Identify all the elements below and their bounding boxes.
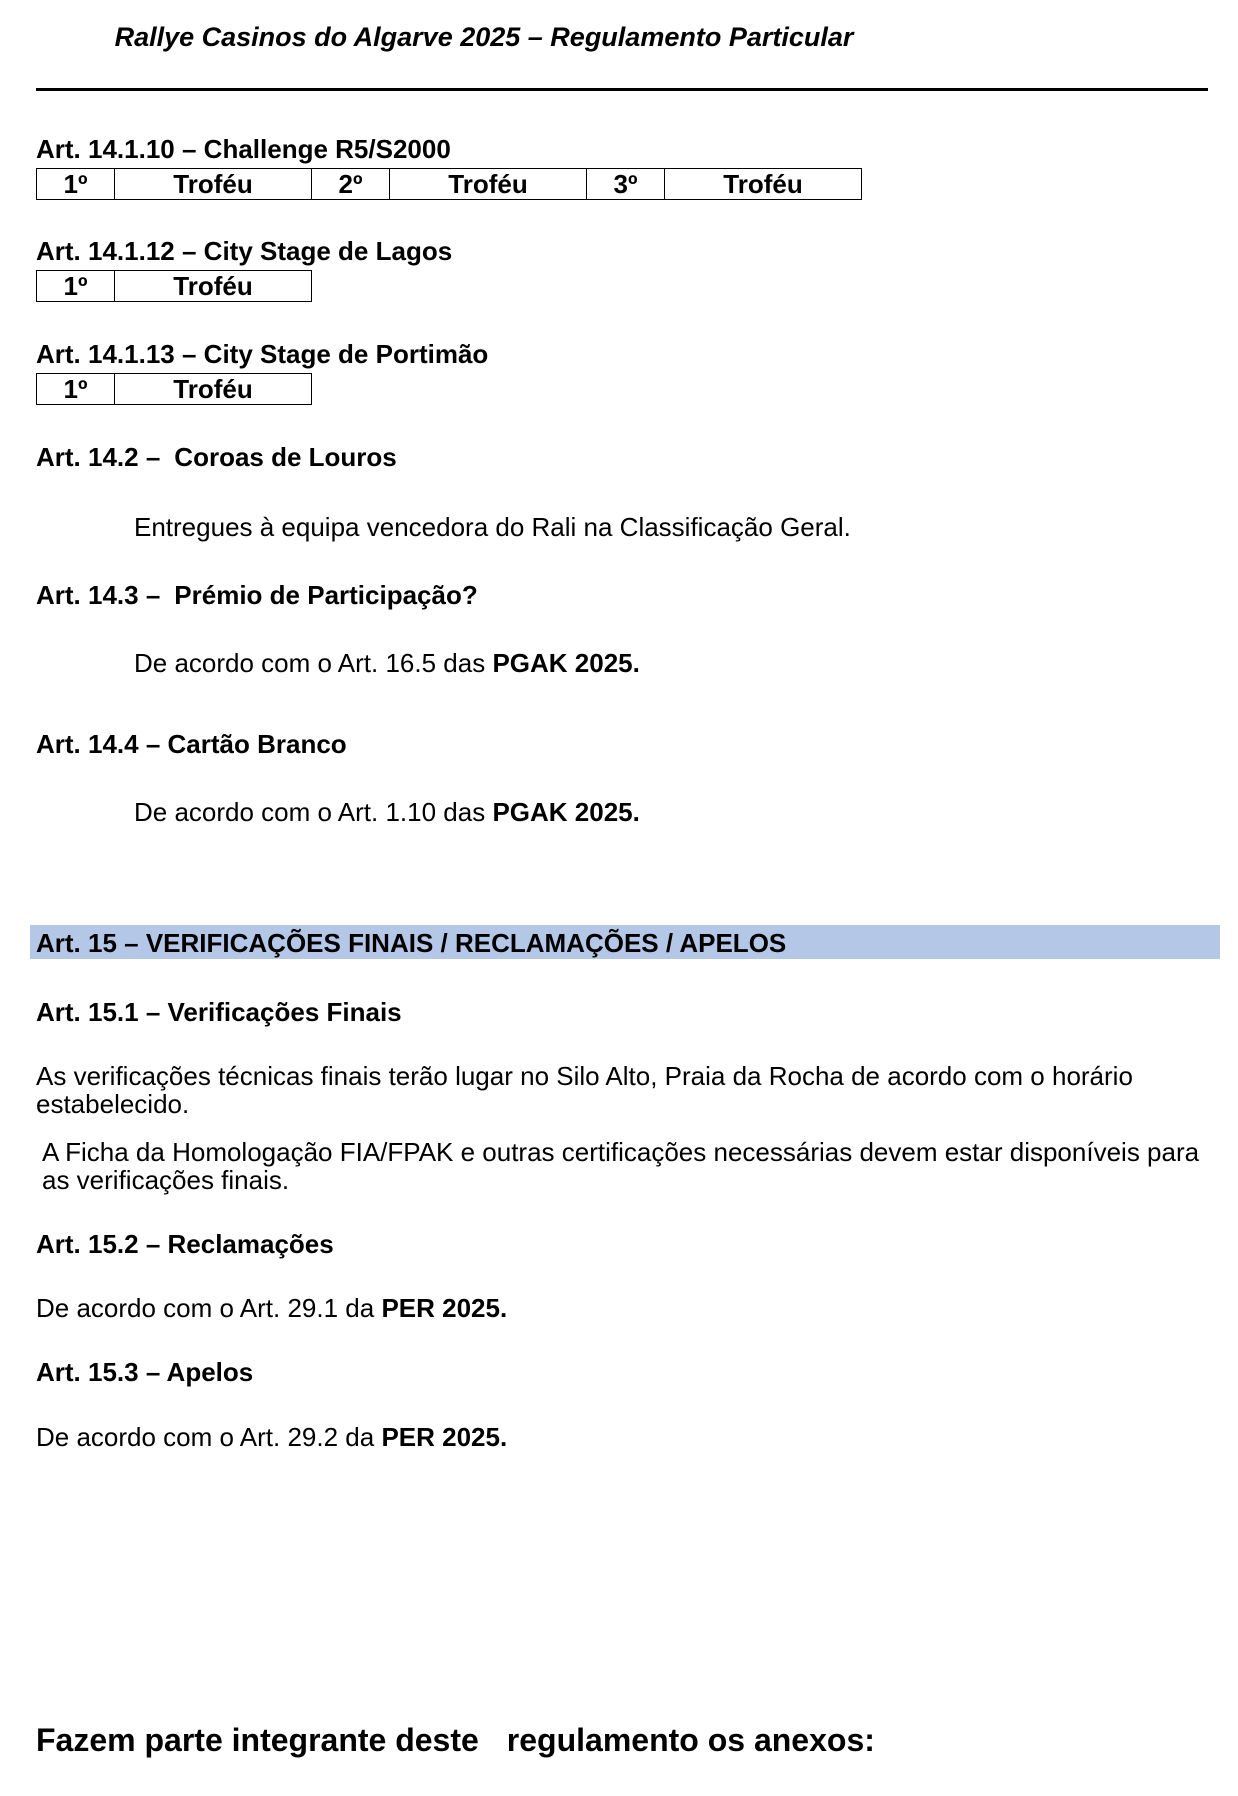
heading-art-14-2 (36, 442, 397, 473)
table-row (37, 374, 312, 405)
heading-art-14-1-12 (36, 236, 452, 267)
prize-table-city-stage-lagos (36, 270, 312, 302)
art-15-2-text (36, 1293, 507, 1324)
heading-title: City Stage de Lagos (203, 236, 453, 266)
reference-document: PGAK 2025. (492, 797, 640, 827)
annexes-statement (36, 1722, 875, 1759)
heading-code: Art. 14.1.12 – (36, 236, 197, 266)
reference-text: De acordo com o Art. 1.10 das (134, 797, 486, 827)
heading-title: Prémio de Participação? (174, 580, 478, 610)
prize-cell: Troféu (115, 374, 312, 405)
prize-cell: Troféu (390, 169, 587, 200)
reference-text: De acordo com o Art. 29.2 da (36, 1422, 375, 1452)
prize-cell: Troféu (665, 169, 862, 200)
prize-cell: Troféu (115, 169, 312, 200)
heading-title: Cartão Branco (167, 729, 347, 759)
table-row (37, 271, 312, 302)
reference-text: De acordo com o Art. 16.5 das (134, 648, 486, 678)
position-cell: 1º (37, 374, 115, 405)
art-15-3-text (36, 1422, 507, 1453)
position-cell: 1º (37, 271, 115, 302)
reference-document: PER 2025. (381, 1293, 508, 1323)
prize-table-city-stage-portimao (36, 373, 312, 405)
art-15-1-paragraph-2: A Ficha da Homologação FIA/FPAK e outras certificações necessárias devem estar disponíveis para as verificações finais. (42, 1137, 1200, 1195)
annexes-statement-part-1: Fazem parte integrante deste (36, 1722, 479, 1758)
annexes-statement-part-2: regulamento os anexos: (506, 1722, 875, 1758)
heading-art-14-1-13 (36, 339, 488, 370)
art-15-1-paragraph-1: As verificações técnicas finais terão lugar no Silo Alto, Praia da Rocha de acordo com o horário estabelecido. (36, 1061, 1133, 1119)
heading-art-14-3 (36, 580, 478, 611)
reference-document: PGAK 2025. (492, 648, 640, 678)
heading-art-15-2: Art. 15.2 – Reclamações (36, 1229, 334, 1259)
heading-title: City Stage de Portimão (203, 339, 489, 369)
position-cell: 3º (587, 169, 665, 200)
prize-table-challenge-r5 (36, 168, 862, 200)
document-header-title: Rallye Casinos do Algarve 2025 – Regulamento Particular (114, 22, 854, 52)
heading-code: Art. 14.1.10 – (36, 134, 197, 164)
heading-art-14-4 (36, 729, 347, 760)
reference-document: PER 2025. (381, 1422, 508, 1452)
art-14-2-text: Entregues à equipa vencedora do Rali na Classificação Geral. (134, 512, 851, 542)
heading-code: Art. 14.4 – (36, 729, 161, 759)
heading-art-14-1-10 (36, 134, 451, 165)
section-title-art-15: Art. 15 – VERIFICAÇÕES FINAIS / RECLAMAÇÕES / APELOS (36, 928, 787, 958)
header-rule (36, 88, 1208, 91)
heading-title: Coroas de Louros (174, 442, 397, 472)
heading-title: Challenge R5/S2000 (203, 134, 451, 164)
prize-cell: Troféu (115, 271, 312, 302)
position-cell: 2º (312, 169, 390, 200)
heading-art-15-3: Art. 15.3 – Apelos (36, 1357, 254, 1387)
reference-text: De acordo com o Art. 29.1 da (36, 1293, 375, 1323)
art-14-4-text (134, 797, 640, 828)
table-row (37, 169, 862, 200)
heading-code: Art. 14.3 – (36, 580, 161, 610)
heading-code: Art. 14.2 – (36, 442, 161, 472)
art-14-3-text (134, 648, 640, 679)
heading-code: Art. 14.1.13 – (36, 339, 197, 369)
heading-art-15-1: Art. 15.1 – Verificações Finais (36, 997, 402, 1027)
position-cell: 1º (37, 169, 115, 200)
